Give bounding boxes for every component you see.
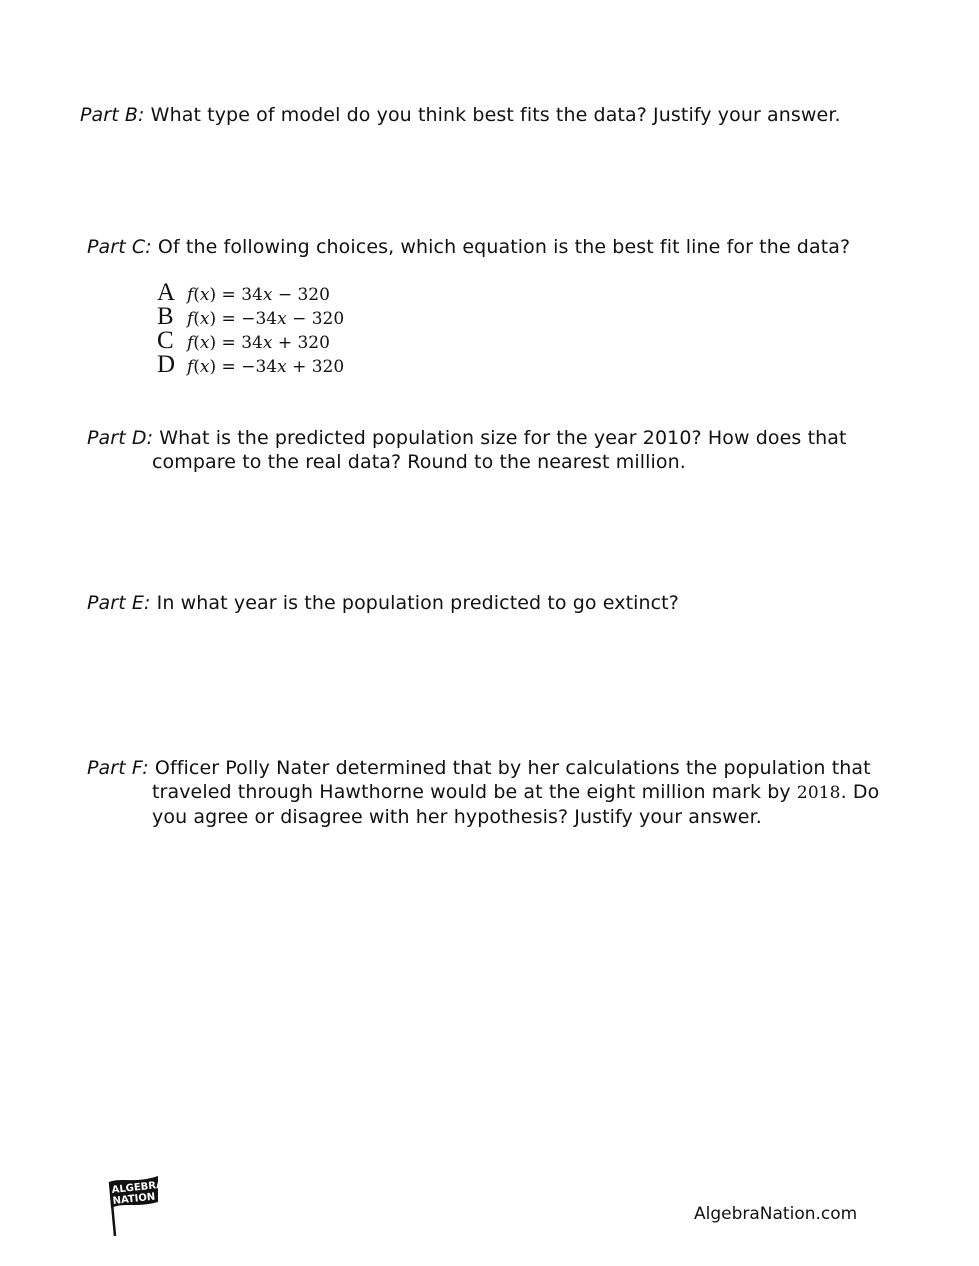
part-c-choices xyxy=(157,281,344,377)
part-f-question xyxy=(87,756,879,829)
part-f-line2-text: traveled through Hawthorne would be at the eight million mark by xyxy=(152,781,797,803)
part-f-line2 xyxy=(87,780,879,805)
choice-letter: D xyxy=(157,351,176,378)
choice-equation: 𝑓(𝑥) = 34𝑥 + 320 xyxy=(187,333,330,353)
part-b-label: Part B: xyxy=(80,104,145,126)
choice-letter: C xyxy=(157,327,174,354)
choice-c xyxy=(157,329,344,353)
part-d-question xyxy=(87,426,847,474)
footer-url[interactable]: AlgebraNation.com xyxy=(694,1204,858,1224)
choice-equation: 𝑓(𝑥) = 34𝑥 − 320 xyxy=(187,285,330,305)
part-c-label: Part C: xyxy=(87,236,152,258)
part-e-text: In what year is the population predicted to go extinct? xyxy=(150,592,679,614)
part-b-question xyxy=(80,103,841,127)
choice-equation: 𝑓(𝑥) = −34𝑥 + 320 xyxy=(187,357,345,377)
logo-text-2: NATION xyxy=(112,1191,156,1207)
part-d-line1: What is the predicted population size for the year 2010? How does that xyxy=(153,427,847,449)
part-d-line2: compare to the real data? Round to the nearest million. xyxy=(152,451,686,473)
flag-logo-icon xyxy=(104,1174,160,1238)
part-b-text: What type of model do you think best fits the data? Justify your answer. xyxy=(144,104,841,126)
algebra-nation-logo xyxy=(104,1174,160,1238)
part-c-text: Of the following choices, which equation is the best fit line for the data? xyxy=(151,236,851,258)
part-f-line2-end: . Do xyxy=(840,781,880,803)
choice-b xyxy=(157,305,344,329)
part-c-question xyxy=(87,235,850,259)
choice-letter: B xyxy=(157,303,174,330)
choice-d xyxy=(157,353,344,377)
part-f-line3: you agree or disagree with her hypothesis? Justify your answer. xyxy=(152,806,762,828)
choice-letter: A xyxy=(157,279,176,306)
choice-a xyxy=(157,281,344,305)
part-d-label: Part D: xyxy=(87,427,154,449)
part-f-year: 2018 xyxy=(796,783,841,803)
part-f-line1: Officer Polly Nater determined that by her calculations the population that xyxy=(148,757,871,779)
part-f-label: Part F: xyxy=(87,757,149,779)
part-e-label: Part E: xyxy=(87,592,151,614)
choice-equation: 𝑓(𝑥) = −34𝑥 − 320 xyxy=(187,309,345,329)
part-e-question xyxy=(87,591,679,615)
logo-text-1: ALGEBRA xyxy=(111,1179,160,1196)
